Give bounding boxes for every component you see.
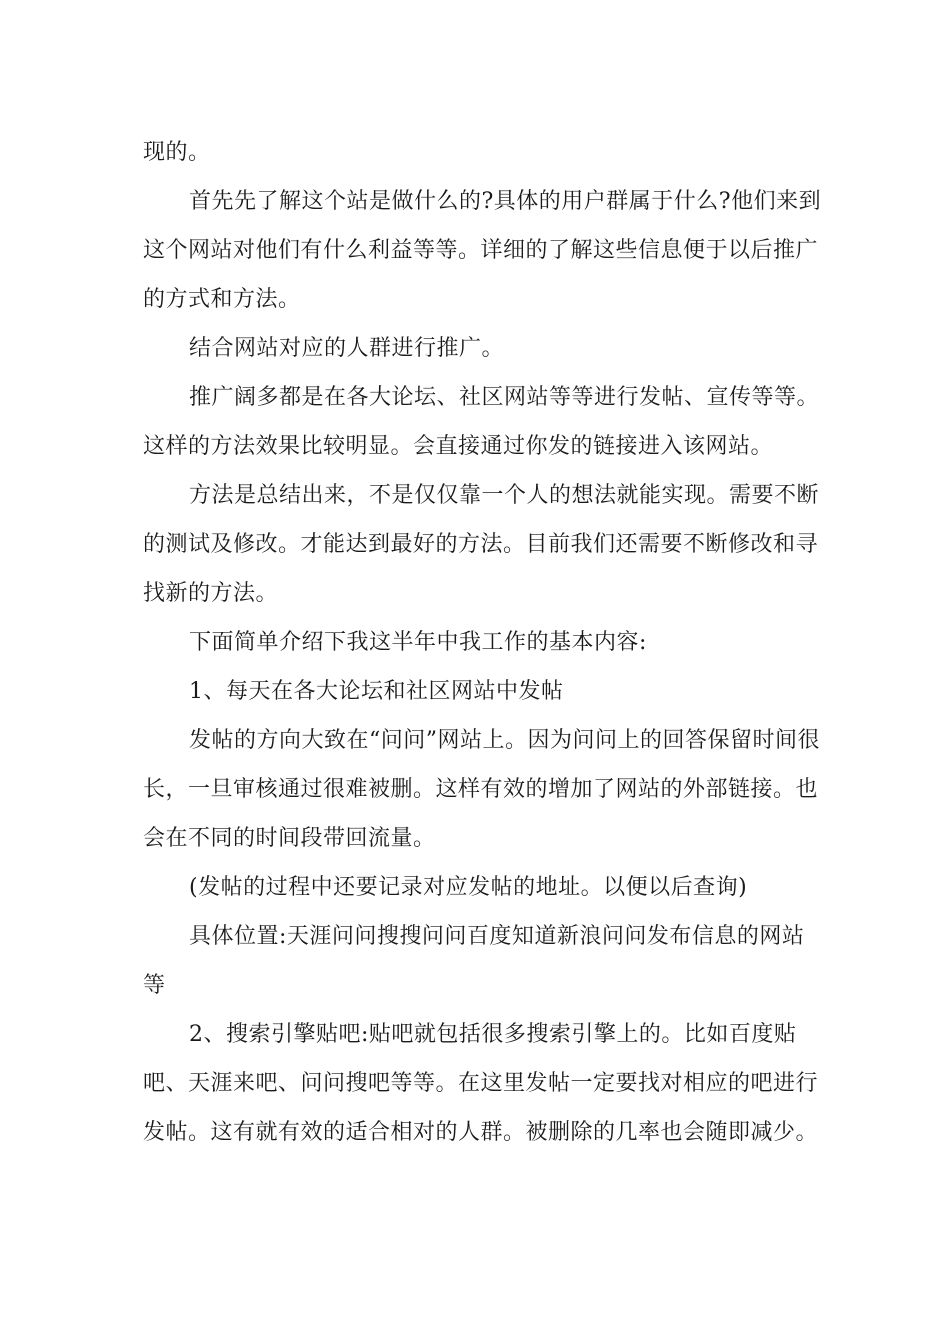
paragraph-record-note: (发帖的过程中还要记录对应发帖的地址。以便以后查询) [189, 875, 748, 900]
paragraph-method-summary: 方法是总结出来，不是仅仅靠一个人的想法就能实现。需要不断的测试及修改。才能达到最好的方法。目前我们还需要不断修改和寻找新的方法。 [143, 483, 820, 606]
paragraph-continuation: 现的。 [143, 140, 211, 165]
paragraph-wenwen-posting: 发帖的方向大致在“问问”网站上。因为问问上的回答保留时间很长，一旦审核通过很难被删。这样有效的增加了网站的外部链接。也会在不同的时间段带回流量。 [143, 728, 820, 851]
document-body [143, 128, 823, 1157]
paragraph-item-1-heading: 1、每天在各大论坛和社区网站中发帖 [189, 679, 564, 704]
paragraph-item-2-tieba: 2、搜索引擎贴吧:贴吧就包括很多搜索引擎上的。比如百度贴吧、天涯来吧、问问搜吧等等。在这里发帖一定要找对相应的吧进行发帖。这有就有效的适合相对的人群。被删除的几率也会随即减少。 [143, 1022, 819, 1145]
paragraph-specific-locations: 具体位置:天涯问问搜搜问问百度知道新浪问问发布信息的网站等 [143, 924, 805, 998]
paragraph-site-purpose: 首先先了解这个站是做什么的?具体的用户群属于什么?他们来到这个网站对他们有什么利益等等。详细的了解这些信息便于以后推广的方式和方法。 [143, 189, 822, 312]
paragraph-work-intro: 下面简单介绍下我这半年中我工作的基本内容: [189, 630, 647, 655]
paragraph-forum-promotion: 推广阔多都是在各大论坛、社区网站等等进行发帖、宣传等等。这样的方法效果比较明显。会直接通过你发的链接进入该网站。 [143, 385, 820, 459]
paragraph-target-audience: 结合网站对应的人群进行推广。 [189, 336, 505, 361]
